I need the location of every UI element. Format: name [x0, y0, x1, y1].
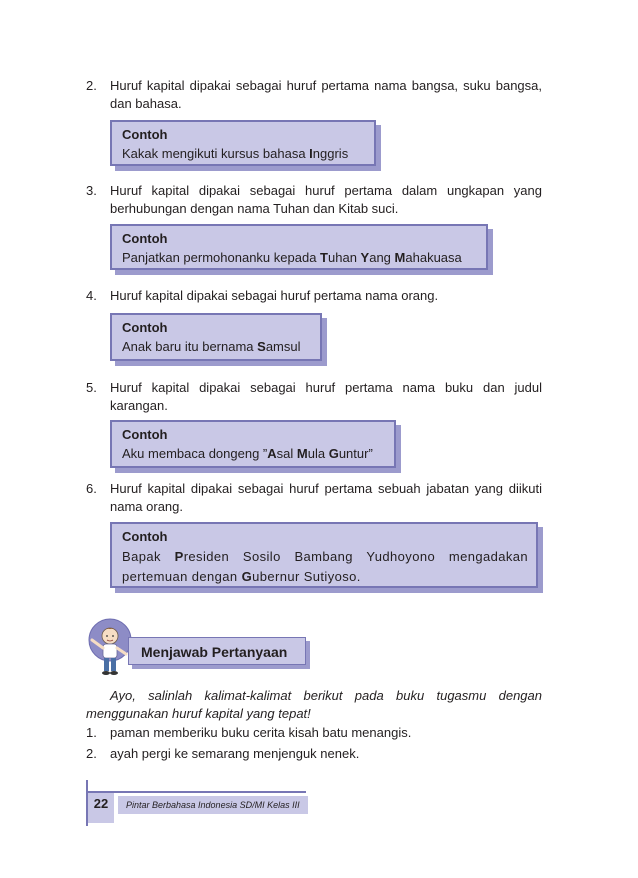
rule-number: 5.	[86, 380, 97, 395]
question-text: ayah pergi ke semarang menjenguk nenek.	[110, 746, 360, 761]
rule-text: Huruf kapital dipakai sebagai huruf pertama sebuah jabatan yang diikuti nama orang.	[110, 481, 542, 514]
rule-number: 6.	[86, 481, 97, 496]
example-box-3	[110, 224, 488, 270]
example-text: Panjatkan permohonanku kepada	[122, 250, 321, 265]
page-number: 22	[88, 793, 114, 823]
example-label: Contoh	[122, 320, 168, 335]
example-text: Aku membaca dongeng ”	[122, 446, 268, 461]
example-text: ahakuasa	[405, 250, 462, 265]
example-text: Anak baru itu bernama	[122, 339, 258, 354]
exercise-instructions: Ayo, salinlah kalimat-kalimat berikut pada buku tugasmu dengan menggunakan huruf kapital yang tepat!	[86, 688, 542, 721]
rule-text: Huruf kapital dipakai sebagai huruf pertama nama buku dan judul karangan.	[110, 380, 542, 413]
example-text: nggris	[312, 146, 349, 161]
example-sentence	[122, 248, 478, 267]
rule-text: Huruf kapital dipakai sebagai huruf pertama dalam ungkapan yang berhubungan dengan nama Tuhan dan Kitab suci.	[110, 183, 542, 216]
rule-text: Huruf kapital dipakai sebagai huruf pertama nama bangsa, suku bangsa, dan bahasa.	[110, 78, 542, 111]
example-label: Contoh	[122, 231, 168, 246]
example-sentence	[122, 444, 386, 463]
capital-letter: A	[267, 446, 277, 461]
rule-number: 4.	[86, 288, 97, 303]
example-text: amsul	[265, 339, 301, 354]
capital-letter: G	[328, 446, 339, 461]
example-box-5	[110, 420, 396, 468]
section-title-banner: Menjawab Pertanyaan	[128, 637, 306, 665]
rule-text: Huruf kapital dipakai sebagai huruf pertama nama orang.	[110, 288, 439, 303]
capital-letter: M	[296, 446, 308, 461]
capital-letter: P	[174, 549, 184, 564]
example-label: Contoh	[122, 529, 168, 544]
capital-letter: T	[320, 250, 328, 265]
capital-letter: Y	[360, 250, 370, 265]
example-text: sal	[276, 446, 297, 461]
capital-letter: I	[309, 146, 313, 161]
rule-number: 3.	[86, 183, 97, 198]
example-text: Bapak	[122, 549, 175, 564]
capital-letter: S	[257, 339, 266, 354]
example-text: ang	[369, 250, 395, 265]
example-box-6	[110, 522, 538, 588]
example-text: ubernur Sutiyoso.	[252, 569, 361, 584]
example-text: residen Sosilo Bambang Yudhoyono mengadakan pertemuan dengan	[122, 549, 529, 584]
example-text: uhan	[328, 250, 361, 265]
question-number: 2.	[86, 746, 97, 761]
capital-letter: G	[241, 569, 253, 584]
example-text: Kakak mengikuti kursus bahasa	[122, 146, 310, 161]
example-label: Contoh	[122, 127, 168, 142]
example-label: Contoh	[122, 427, 168, 442]
example-text: untur”	[338, 446, 373, 461]
capital-letter: M	[394, 250, 406, 265]
example-sentence	[122, 547, 528, 587]
question-item	[86, 745, 359, 763]
footer-divider	[86, 791, 306, 793]
question-number: 1.	[86, 725, 97, 740]
book-title: Pintar Berbahasa Indonesia SD/MI Kelas III	[118, 796, 308, 814]
rule-number: 2.	[86, 78, 97, 93]
question-text: paman memberiku buku cerita kisah batu menangis.	[110, 725, 412, 740]
question-item	[86, 724, 411, 742]
example-text: ula	[307, 446, 329, 461]
example-sentence	[122, 337, 312, 356]
example-box-2	[110, 120, 376, 166]
example-sentence	[122, 144, 366, 163]
example-box-4	[110, 313, 322, 361]
